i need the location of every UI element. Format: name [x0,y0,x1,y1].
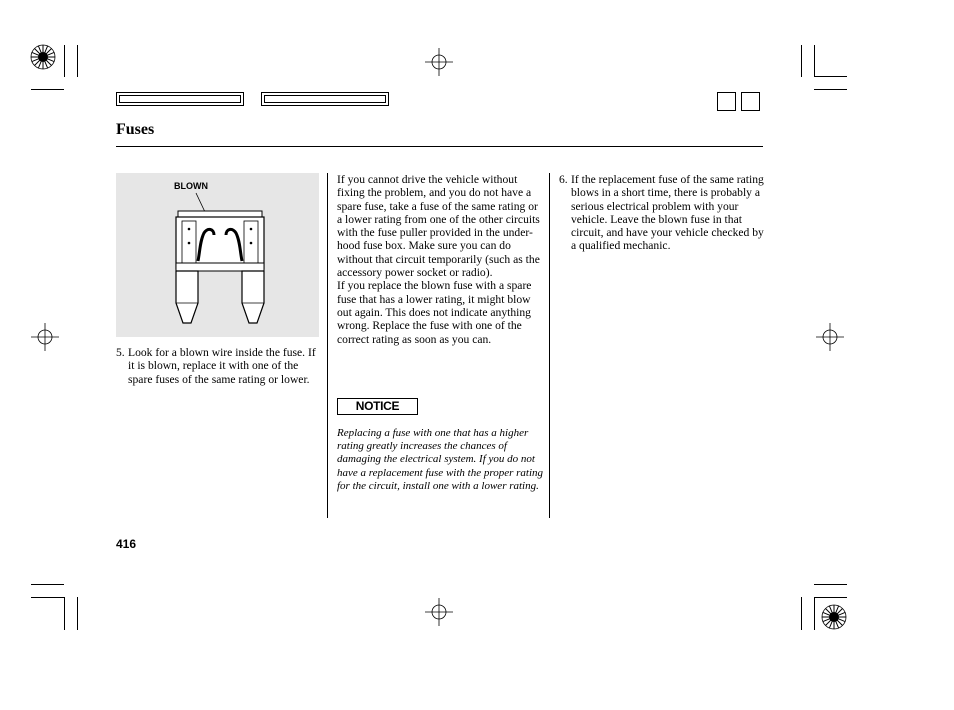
step-6 [559,173,764,253]
registration-mark-left [31,323,59,351]
registration-mark-right [816,323,844,351]
nav-button-table-of-contents[interactable] [261,92,389,106]
notice-text: Replacing a fuse with one that has a higher rating greatly increases the chances of damaging the electrical system. If you do not have a replacement fuse with the proper rating for the circuit, install one with a lower rating. [337,427,544,492]
step-6-text: If the replacement fuse of the same rating blows in a short time, there is probably a serious electrical problem with your vehicle. Leave the blown fuse in that circuit, and have your vehicle checked by a qualified mechanic. [571,173,764,253]
starburst-mark-top-left [30,44,56,70]
step-5-number: 5. [116,346,125,359]
blown-fuse-illustration [116,173,319,337]
notice-label: NOTICE [337,398,418,415]
paragraph-lower-rating: If you replace the blown fuse with a spare fuse that has a lower rating, it might blow out again. This does not indicate anything wrong. Replace the fuse with one of the correct rating as soon as you can. [337,279,532,346]
step-5-text: Look for a blown wire inside the fuse. If it is blown, replace it with one of the spare fuses of the same rating or lower. [128,346,316,386]
column-divider-left [327,173,328,518]
column-divider-right [549,173,550,518]
title-rule [116,146,763,147]
section-title: Fuses [116,121,155,138]
middle-column [337,173,545,346]
starburst-mark-bottom-right [821,604,847,630]
step-6-number: 6. [559,173,568,186]
figure-label: BLOWN [174,181,208,191]
registration-mark-bottom [425,598,453,626]
nav-button-main-menu[interactable] [116,92,244,106]
blown-fuse-figure [116,173,319,337]
registration-mark-top [425,48,453,76]
nav-button-previous-page[interactable] [717,92,736,111]
page-number: 416 [116,537,137,551]
nav-button-next-page[interactable] [741,92,760,111]
step-5 [116,346,319,386]
paragraph-spare-fuse: If you cannot drive the vehicle without fixing the problem, and you do not have a spare fuse, take a fuse of the same rating or a lower rating from one of the other circuits with the fuse puller provided in the under-hood fuse box. Make sure you can do without that circuit temporarily (such as the accessory power socket or radio). [337,173,540,280]
